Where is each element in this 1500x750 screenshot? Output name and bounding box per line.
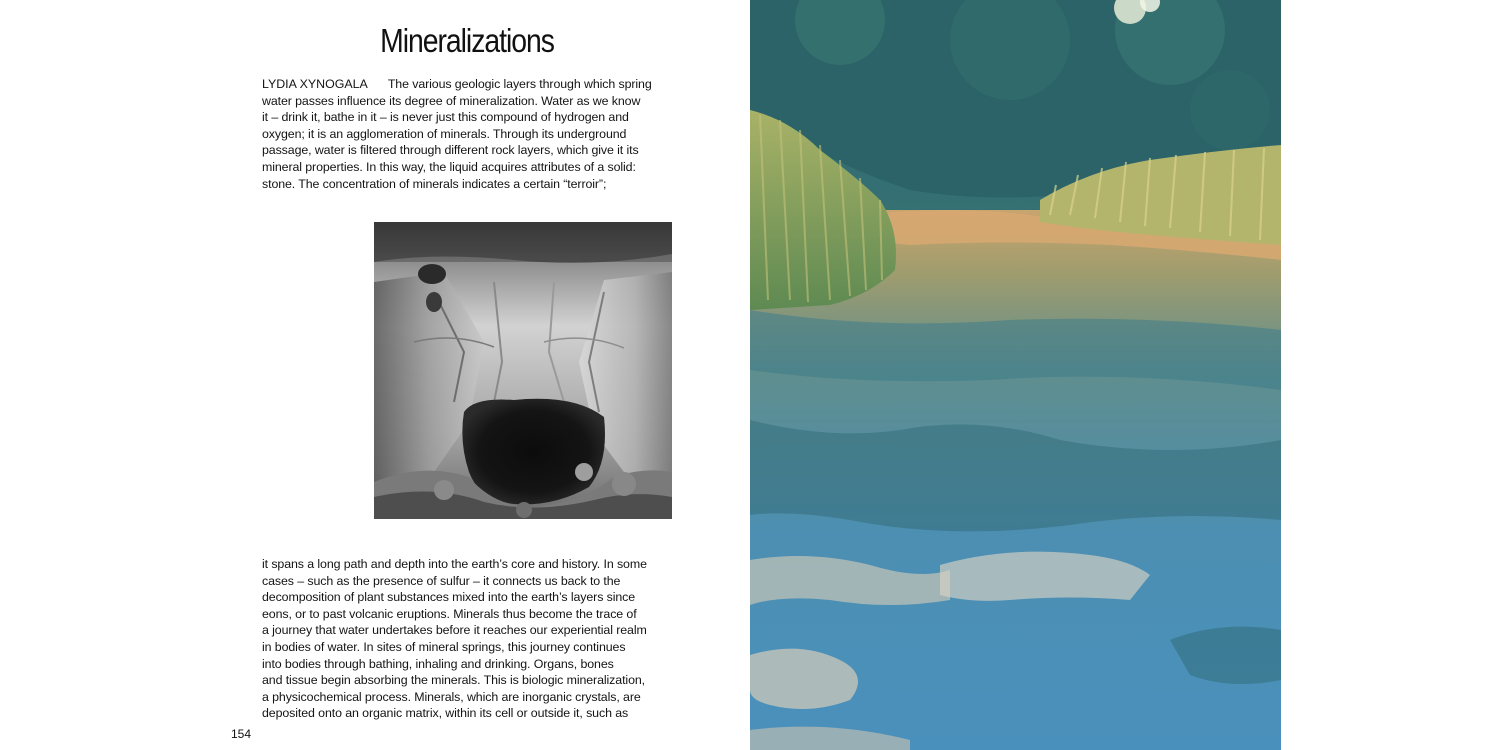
text-line: in bodies of water. In sites of mineral springs, this journey continues bbox=[262, 639, 626, 654]
text-line: eons, or to past volcanic eruptions. Minerals thus become the trace of bbox=[262, 606, 637, 621]
paragraph-intro bbox=[262, 76, 702, 192]
text-line bbox=[262, 76, 702, 93]
paragraph-continuation bbox=[262, 556, 702, 722]
page-number: 154 bbox=[231, 727, 252, 741]
text-line: it spans a long path and depth into the earth’s core and history. In some bbox=[262, 557, 647, 571]
sinkhole-photo bbox=[374, 222, 672, 519]
text-line: it – drink it, bathe in it – is never just this compound of hydrogen and bbox=[262, 110, 629, 125]
text-line: stone. The concentration of minerals indicates a certain “terroir”; bbox=[262, 176, 607, 191]
text-line: passage, water is filtered through different rock layers, which give it its bbox=[262, 143, 639, 158]
text-line: a journey that water undertakes before it reaches our experiential realm bbox=[262, 623, 647, 638]
text-line: water passes influence its degree of mineralization. Water as we know bbox=[262, 93, 641, 108]
text-line: deposited onto an organic matrix, within its cell or outside it, such as bbox=[262, 706, 629, 721]
text-line: cases – such as the presence of sulfur – it connects us back to the bbox=[262, 573, 621, 588]
text-line: and tissue begin absorbing the minerals. This is biologic mineralization, bbox=[262, 673, 645, 688]
text-line: a physicochemical process. Minerals, which are inorganic crystals, are bbox=[262, 689, 641, 704]
text-line-content: The various geologic layers through which spring bbox=[387, 77, 652, 91]
river-photo-graphic bbox=[750, 0, 1281, 750]
text-line: decomposition of plant substances mixed into the earth’s layers since bbox=[262, 590, 636, 605]
page-title: Mineralizations bbox=[380, 22, 554, 59]
author-name: LYDIA XYNOGALA bbox=[262, 77, 368, 91]
river-photo bbox=[750, 0, 1281, 750]
text-line: oxygen; it is an agglomeration of minerals. Through its underground bbox=[262, 126, 627, 141]
text-line: into bodies through bathing, inhaling and drinking. Organs, bones bbox=[262, 656, 614, 671]
sinkhole-photo-graphic bbox=[374, 222, 672, 519]
text-line: mineral properties. In this way, the liquid acquires attributes of a solid: bbox=[262, 159, 636, 174]
